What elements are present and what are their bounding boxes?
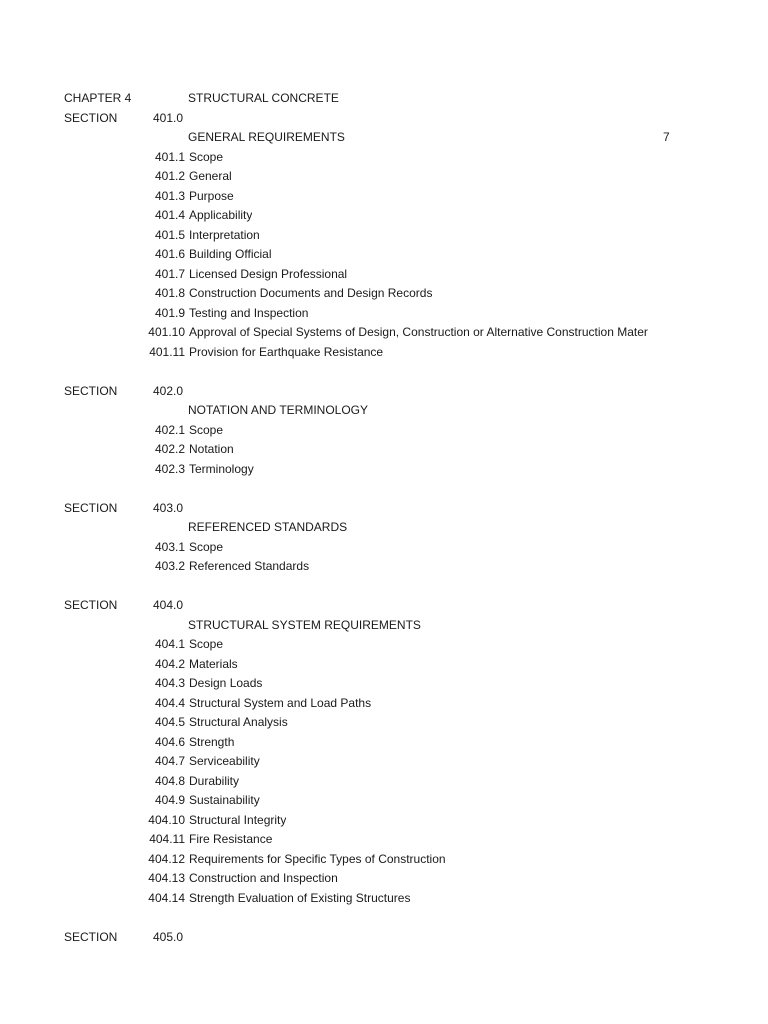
section-title: STRUCTURAL SYSTEM REQUIREMENTS	[188, 617, 421, 632]
entry-title: Strength	[189, 734, 235, 749]
chapter-title: STRUCTURAL CONCRETE	[188, 91, 339, 105]
entry-title: Strength Evaluation of Existing Structures	[189, 890, 411, 905]
entry-title: Design Loads	[189, 676, 263, 690]
entry-number: 401.7	[154, 266, 185, 281]
toc-entry	[0, 752, 768, 772]
entry-number: 402.1	[154, 422, 185, 437]
section-label: SECTION	[64, 110, 118, 125]
entry-number: 404.11	[149, 832, 185, 846]
toc-entry	[0, 343, 768, 363]
toc-entry	[0, 226, 768, 246]
entry-number: 403.1	[154, 539, 185, 554]
toc-entry	[0, 460, 768, 480]
entry-title: Provision for Earthquake Resistance	[189, 344, 384, 359]
section-label: SECTION	[64, 383, 118, 398]
toc-entry	[0, 733, 768, 753]
entry-number: 402.3	[154, 461, 185, 476]
entry-number: 401.2	[154, 169, 185, 183]
entry-title: Licensed Design Professional	[189, 266, 348, 281]
section-title: REFERENCED STANDARDS	[188, 520, 348, 534]
toc-entry	[0, 674, 768, 694]
section-title-row	[0, 616, 768, 636]
toc-entry	[0, 772, 768, 792]
section-gap	[0, 577, 768, 597]
section-label: SECTION	[64, 929, 118, 944]
entry-number: 404.12	[148, 851, 185, 866]
section-label: SECTION	[64, 598, 118, 612]
section-title: NOTATION AND TERMINOLOGY	[188, 403, 369, 417]
toc-entry	[0, 245, 768, 265]
entry-number: 401.1	[154, 149, 185, 164]
section-title: GENERAL REQUIREMENTS	[188, 130, 345, 144]
toc-entry	[0, 811, 768, 831]
entry-title: Referenced Standards	[189, 559, 310, 573]
toc-entry	[0, 284, 768, 304]
entry-number: 401.9	[154, 305, 185, 320]
entry-number: 401.5	[154, 227, 185, 242]
section-header	[0, 596, 768, 616]
entry-title: Construction and Inspection	[189, 871, 338, 885]
section-header	[0, 499, 768, 519]
entry-number: 404.5	[154, 715, 185, 729]
section-gap	[0, 479, 768, 499]
entry-title: Notation	[189, 442, 234, 456]
entry-title: General	[189, 169, 232, 183]
toc-entry	[0, 791, 768, 811]
entry-title: Scope	[189, 637, 224, 651]
section-title-row	[0, 128, 768, 148]
entry-number: 404.4	[154, 695, 185, 710]
entry-number: 404.2	[154, 656, 185, 671]
toc-entry	[0, 635, 768, 655]
toc-entry	[0, 655, 768, 675]
entry-title: Scope	[189, 539, 224, 554]
toc-entry	[0, 187, 768, 207]
chapter-label: CHAPTER 4	[64, 91, 132, 105]
entry-number: 404.7	[154, 754, 185, 768]
toc-entry	[0, 850, 768, 870]
toc-entry	[0, 323, 768, 343]
entry-title: Interpretation	[189, 227, 260, 242]
toc-entry	[0, 148, 768, 168]
entry-title: Scope	[189, 422, 224, 437]
entry-title: Purpose	[189, 188, 234, 203]
entry-title: Structural Integrity	[189, 812, 287, 827]
entry-number: 401.10	[148, 325, 185, 339]
toc-entry	[0, 694, 768, 714]
toc-entry	[0, 538, 768, 558]
chapter-header	[0, 89, 768, 109]
toc-entry	[0, 167, 768, 187]
toc-entry	[0, 713, 768, 733]
entry-number: 404.9	[154, 793, 185, 807]
section-number: 405.0	[153, 929, 184, 944]
section-header	[0, 382, 768, 402]
page-number: 7	[663, 130, 670, 144]
section-label: SECTION	[64, 500, 118, 515]
entry-number: 404.1	[154, 637, 185, 651]
entry-title: Materials	[189, 656, 238, 671]
section-number: 401.0	[153, 110, 184, 125]
section-number: 404.0	[153, 598, 184, 612]
entry-title: Requirements for Specific Types of Construction	[189, 851, 446, 866]
entry-title: Structural System and Load Paths	[189, 695, 372, 710]
entry-title: Construction Documents and Design Records	[189, 286, 433, 300]
section-gap	[0, 362, 768, 382]
entry-number: 404.10	[148, 812, 185, 827]
section-header	[0, 928, 768, 948]
entry-title: Testing and Inspection	[189, 305, 309, 320]
entry-title: Approval of Special Systems of Design, Construction or Alternative Construction Mater	[189, 325, 648, 339]
entry-title: Structural Analysis	[189, 715, 288, 729]
toc-entry	[0, 557, 768, 577]
entry-number: 402.2	[154, 442, 185, 456]
entry-title: Serviceability	[189, 754, 260, 768]
toc-entry	[0, 206, 768, 226]
section-title-row	[0, 518, 768, 538]
toc-entry	[0, 889, 768, 909]
section-number: 402.0	[153, 383, 184, 398]
toc-entry	[0, 304, 768, 324]
entry-number: 401.4	[154, 208, 185, 222]
entry-number: 403.2	[154, 559, 185, 573]
entry-number: 404.14	[148, 890, 185, 905]
toc-entry	[0, 421, 768, 441]
section-header	[0, 109, 768, 129]
entry-number: 404.3	[154, 676, 185, 690]
entry-number: 401.3	[154, 188, 185, 203]
toc-entry	[0, 830, 768, 850]
toc-entry	[0, 869, 768, 889]
toc-entry	[0, 440, 768, 460]
entry-title: Terminology	[189, 461, 254, 476]
entry-title: Scope	[189, 149, 224, 164]
entry-number: 404.6	[154, 734, 185, 749]
toc-entry	[0, 265, 768, 285]
entry-title: Sustainability	[189, 793, 260, 807]
table-of-contents	[0, 89, 768, 947]
section-title-row	[0, 401, 768, 421]
entry-title: Durability	[189, 773, 240, 788]
entry-number: 401.11	[149, 344, 185, 359]
entry-title: Applicability	[189, 208, 253, 222]
entry-number: 401.6	[154, 247, 185, 261]
section-number: 403.0	[153, 500, 184, 515]
entry-title: Fire Resistance	[189, 832, 273, 846]
entry-number: 404.8	[154, 773, 185, 788]
entry-number: 401.8	[154, 286, 185, 300]
section-gap	[0, 908, 768, 928]
entry-title: Building Official	[189, 247, 272, 261]
entry-number: 404.13	[148, 871, 185, 885]
